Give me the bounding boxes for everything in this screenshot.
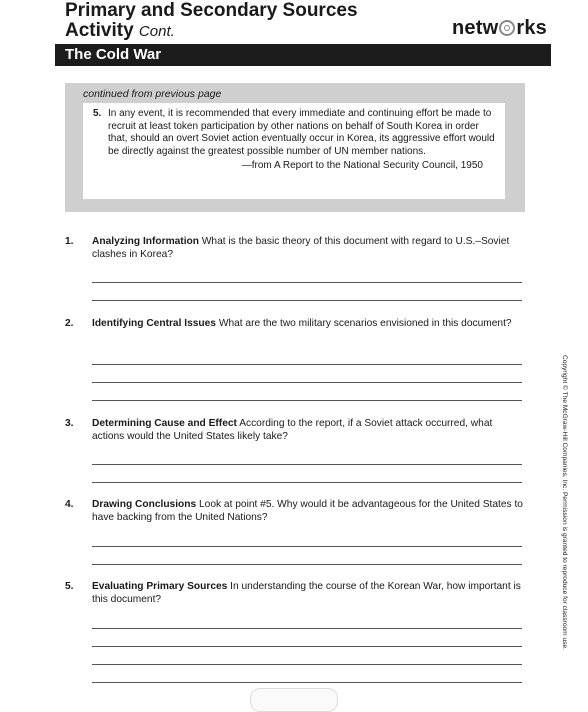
question-2: 2. Identifying Central Issues What are the two military scenarios envisioned in this document? xyxy=(65,318,512,329)
answer-line[interactable] xyxy=(92,682,522,683)
networks-logo: netw rks xyxy=(452,17,547,39)
answer-line[interactable] xyxy=(92,482,522,483)
answer-line[interactable] xyxy=(92,564,522,565)
quote-text: In any event, it is recommended that every immediate and continuing effort be made to recruit at least token participation by other nations on behalf of South Korea in order that, should an overt Soviet action eventually occur in Korea, its aggressive effort would be directly against the greatest possible number of UN member nations. xyxy=(108,108,495,157)
answer-line[interactable] xyxy=(92,464,522,465)
section-bar: The Cold War xyxy=(55,44,551,66)
quote-attribution: —from A Report to the National Security Council, 1950 xyxy=(241,160,483,171)
page-tab xyxy=(250,688,338,712)
source-panel xyxy=(65,83,525,212)
quote-number: 5. xyxy=(93,108,102,119)
answer-line[interactable] xyxy=(92,382,522,383)
question-4: 4. Drawing Conclusions Look at point #5. Why would it be advantageous for the United States to have backing from the United Nations? xyxy=(65,499,523,523)
answer-line[interactable] xyxy=(92,300,522,301)
question-1: 1. Analyzing Information What is the basic theory of this document with regard to U.S.–Soviet clashes in Korea? xyxy=(65,236,510,260)
answer-line[interactable] xyxy=(92,628,522,629)
continued-note: continued from previous page xyxy=(83,88,222,100)
continued-label: Cont. xyxy=(138,23,175,40)
question-5: 5. Evaluating Primary Sources In understanding the course of the Korean War, how important is this document? xyxy=(65,581,521,605)
page-title: Primary and Secondary Sources xyxy=(65,0,358,21)
answer-line[interactable] xyxy=(92,282,522,283)
answer-line[interactable] xyxy=(92,364,522,365)
copyright-notice: Copyright © The McGraw-Hill Companies, Inc. Permission is granted to reproduce for classroom use. xyxy=(561,355,568,650)
quote-box xyxy=(83,103,505,199)
answer-line[interactable] xyxy=(92,546,522,547)
answer-line[interactable] xyxy=(92,646,522,647)
logo-o-icon xyxy=(499,20,515,36)
question-3: 3. Determining Cause and Effect According to the report, if a Soviet attack occurred, what actions would the United States likely take? xyxy=(65,418,493,442)
page-subtitle: Activity Cont. xyxy=(65,20,175,41)
answer-line[interactable] xyxy=(92,400,522,401)
answer-line[interactable] xyxy=(92,664,522,665)
